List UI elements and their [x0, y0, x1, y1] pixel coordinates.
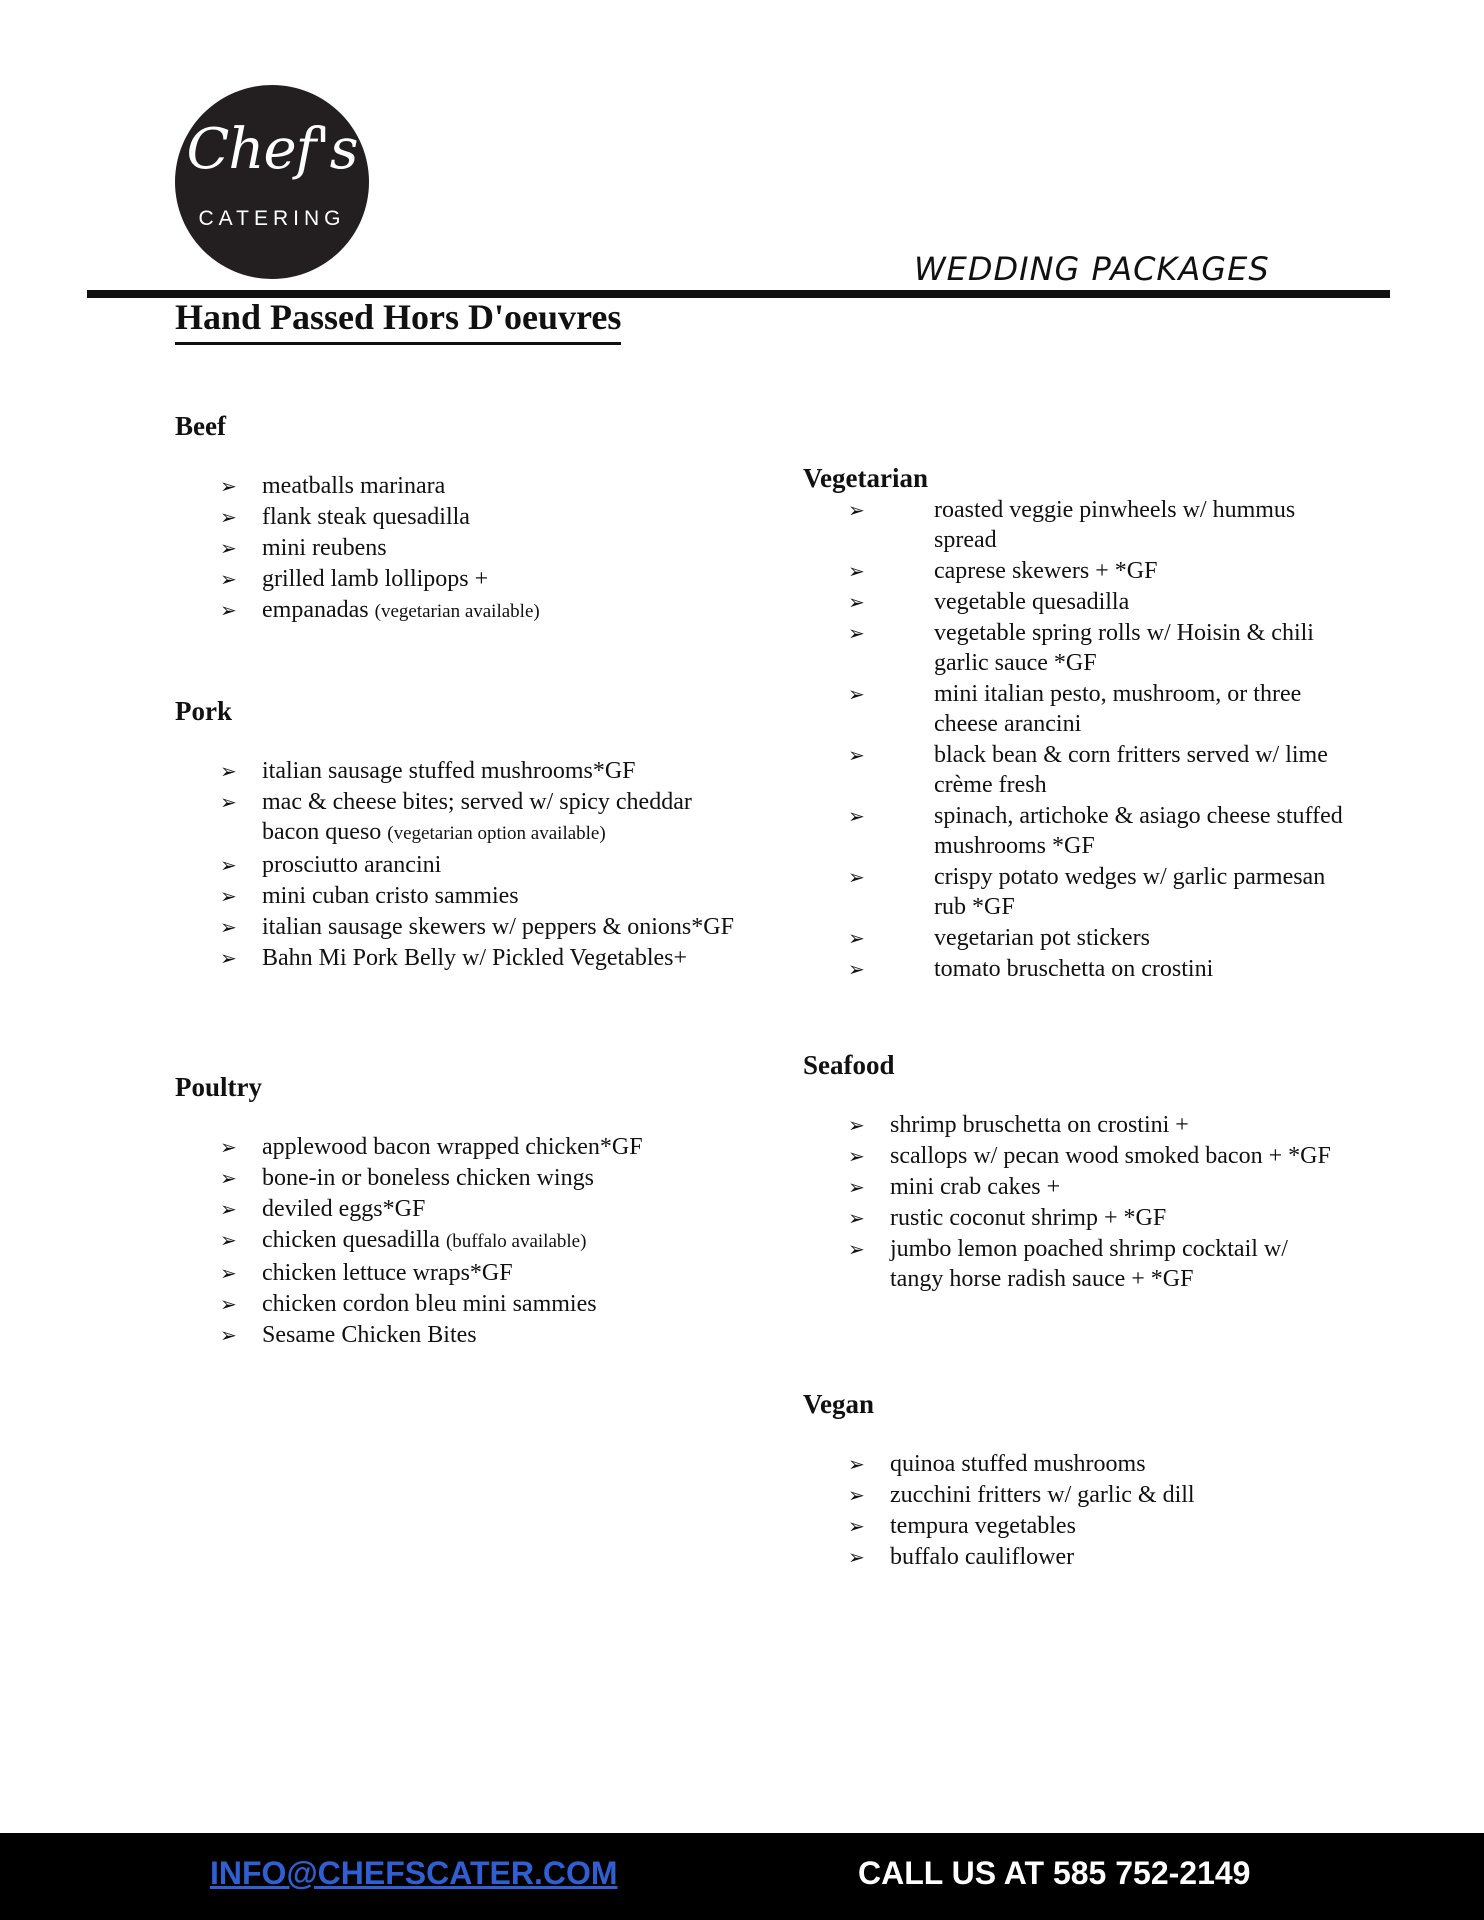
arrow-bullet-icon: ➢	[848, 804, 865, 828]
item-text: quinoa stuffed mushrooms	[890, 1451, 1146, 1477]
item-text: bone-in or boneless chicken wings	[262, 1165, 594, 1191]
arrow-bullet-icon: ➢	[848, 743, 865, 767]
arrow-bullet-icon: ➢	[220, 474, 237, 498]
list-item	[220, 943, 755, 973]
item-text: buffalo cauliflower	[890, 1544, 1075, 1570]
section-pork	[175, 694, 755, 974]
list-item	[220, 912, 755, 942]
section-seafood	[803, 1048, 1343, 1295]
item-text: mini reubens	[262, 535, 387, 561]
section-title: Poultry	[175, 1072, 262, 1102]
item-text: mini cuban cristo sammies	[262, 883, 519, 909]
chefs-catering-logo	[175, 85, 369, 279]
item-text: rustic coconut shrimp + *GF	[890, 1205, 1167, 1231]
list-item	[220, 1132, 755, 1162]
item-text: tempura vegetables	[890, 1513, 1076, 1539]
item-text: tomato bruschetta on crostini	[934, 956, 1214, 982]
item-text: prosciutto arancini	[262, 852, 442, 878]
item-text: chicken lettuce wraps*GF	[262, 1260, 513, 1286]
arrow-bullet-icon: ➢	[220, 1228, 237, 1252]
item-list	[803, 1110, 1343, 1294]
item-text: mini crab cakes +	[890, 1174, 1061, 1200]
item-text: grilled lamb lollipops +	[262, 566, 489, 592]
email-link[interactable]: INFO@CHEFSCATER.COM	[210, 1855, 618, 1891]
list-item	[220, 787, 755, 849]
list-item	[848, 587, 1343, 617]
item-text: jumbo lemon poached shrimp cocktail w/ tangy horse radish sauce + *GF	[890, 1236, 1288, 1292]
section-poultry	[175, 1070, 755, 1351]
item-text: vegetable quesadilla	[934, 589, 1130, 615]
item-list	[175, 1132, 755, 1350]
list-item	[220, 756, 755, 786]
list-item	[848, 1449, 1343, 1479]
item-note: (vegetarian available)	[374, 601, 540, 622]
arrow-bullet-icon: ➢	[220, 567, 237, 591]
list-item	[220, 502, 755, 532]
item-text: vegetable spring rolls w/ Hoisin & chili garlic sauce *GF	[934, 620, 1314, 676]
list-item	[848, 1480, 1343, 1510]
item-text: chicken quesadilla	[262, 1227, 446, 1253]
list-item	[220, 1225, 755, 1257]
list-item	[848, 954, 1343, 984]
item-text: Sesame Chicken Bites	[262, 1322, 477, 1348]
item-text: vegetarian pot stickers	[934, 925, 1150, 951]
section-title: Seafood	[803, 1050, 895, 1080]
arrow-bullet-icon: ➢	[220, 790, 237, 814]
arrow-bullet-icon: ➢	[848, 621, 865, 645]
item-text: black bean & corn fritters served w/ lime crème fresh	[934, 742, 1328, 798]
arrow-bullet-icon: ➢	[848, 1144, 865, 1168]
arrow-bullet-icon: ➢	[848, 590, 865, 614]
arrow-bullet-icon: ➢	[220, 1135, 237, 1159]
section-title: Pork	[175, 696, 232, 726]
arrow-bullet-icon: ➢	[848, 1452, 865, 1476]
list-item	[848, 740, 1343, 800]
list-item	[220, 471, 755, 501]
arrow-bullet-icon: ➢	[220, 1166, 237, 1190]
arrow-bullet-icon: ➢	[220, 884, 237, 908]
arrow-bullet-icon: ➢	[848, 957, 865, 981]
item-text: caprese skewers + *GF	[934, 558, 1158, 584]
footer-bar	[0, 1833, 1484, 1920]
arrow-bullet-icon: ➢	[848, 926, 865, 950]
arrow-bullet-icon: ➢	[220, 536, 237, 560]
section-title: Vegetarian	[803, 463, 928, 493]
item-text: Bahn Mi Pork Belly w/ Pickled Vegetables+	[262, 945, 688, 971]
section-vegetarian	[803, 461, 1343, 985]
list-item	[848, 1141, 1343, 1171]
item-text: mini italian pesto, mushroom, or three cheese arancini	[934, 681, 1302, 737]
item-text: roasted veggie pinwheels w/ hummus spread	[934, 497, 1296, 553]
arrow-bullet-icon: ➢	[220, 505, 237, 529]
list-item	[220, 595, 755, 627]
section-beef	[175, 409, 755, 628]
item-text: mac & cheese bites; served w/ spicy cheddar bacon queso	[262, 789, 692, 845]
item-text: flank steak quesadilla	[262, 504, 470, 530]
arrow-bullet-icon: ➢	[848, 1483, 865, 1507]
arrow-bullet-icon: ➢	[220, 1197, 237, 1221]
arrow-bullet-icon: ➢	[848, 498, 865, 522]
list-item	[220, 881, 755, 911]
arrow-bullet-icon: ➢	[848, 1175, 865, 1199]
phone-text: CALL US AT 585 752-2149	[858, 1855, 1251, 1891]
item-text: italian sausage stuffed mushrooms*GF	[262, 758, 636, 784]
list-item	[220, 1194, 755, 1224]
arrow-bullet-icon: ➢	[220, 915, 237, 939]
item-note: (buffalo available)	[445, 1231, 587, 1252]
list-item	[848, 495, 1343, 555]
arrow-bullet-icon: ➢	[220, 1261, 237, 1285]
item-text: zucchini fritters w/ garlic & dill	[890, 1482, 1195, 1508]
list-item	[848, 556, 1343, 586]
list-item	[220, 533, 755, 563]
wedding-packages-title: WEDDING PACKAGES	[914, 250, 1270, 288]
list-item	[848, 679, 1343, 739]
arrow-bullet-icon: ➢	[848, 1514, 865, 1538]
arrow-bullet-icon: ➢	[220, 759, 237, 783]
list-item	[220, 1163, 755, 1193]
item-text: chicken cordon bleu mini sammies	[262, 1291, 597, 1317]
list-item	[848, 1110, 1343, 1140]
section-title: Vegan	[803, 1389, 875, 1419]
logo-script-text: Chef's	[186, 117, 358, 182]
list-item	[848, 1234, 1343, 1294]
item-list	[175, 471, 755, 627]
arrow-bullet-icon: ➢	[848, 1545, 865, 1569]
arrow-bullet-icon: ➢	[848, 559, 865, 583]
item-list	[803, 495, 1343, 984]
list-item	[848, 862, 1343, 922]
list-item	[848, 1511, 1343, 1541]
item-list	[175, 756, 755, 973]
arrow-bullet-icon: ➢	[220, 1323, 237, 1347]
arrow-bullet-icon: ➢	[848, 682, 865, 706]
page-title: Hand Passed Hors D'oeuvres	[175, 296, 621, 345]
arrow-bullet-icon: ➢	[848, 1206, 865, 1230]
list-item	[220, 1320, 755, 1350]
list-item	[220, 1289, 755, 1319]
arrow-bullet-icon: ➢	[220, 1292, 237, 1316]
item-note: (vegetarian option available)	[387, 823, 606, 844]
arrow-bullet-icon: ➢	[848, 1237, 865, 1261]
item-list	[803, 1449, 1343, 1572]
item-text: deviled eggs*GF	[262, 1196, 426, 1222]
item-text: applewood bacon wrapped chicken*GF	[262, 1134, 643, 1160]
item-text: empanadas	[262, 597, 375, 623]
list-item	[848, 1203, 1343, 1233]
list-item	[848, 1172, 1343, 1202]
item-text: spinach, artichoke & asiago cheese stuffed mushrooms *GF	[934, 803, 1343, 859]
arrow-bullet-icon: ➢	[220, 598, 237, 622]
arrow-bullet-icon: ➢	[848, 1113, 865, 1137]
item-text: meatballs marinara	[262, 473, 446, 499]
arrow-bullet-icon: ➢	[220, 946, 237, 970]
list-item	[220, 564, 755, 594]
list-item	[848, 1542, 1343, 1572]
section-vegan	[803, 1387, 1343, 1573]
item-text: italian sausage skewers w/ peppers & onions*GF	[262, 914, 734, 940]
list-item	[220, 850, 755, 880]
list-item	[848, 801, 1343, 861]
list-item	[848, 923, 1343, 953]
arrow-bullet-icon: ➢	[848, 865, 865, 889]
section-title: Beef	[175, 411, 226, 441]
item-text: scallops w/ pecan wood smoked bacon + *GF	[890, 1143, 1331, 1169]
list-item	[848, 618, 1343, 678]
item-text: shrimp bruschetta on crostini +	[890, 1112, 1189, 1138]
logo-sub-text: CATERING	[198, 207, 346, 230]
item-text: crispy potato wedges w/ garlic parmesan rub *GF	[934, 864, 1326, 920]
arrow-bullet-icon: ➢	[220, 853, 237, 877]
list-item	[220, 1258, 755, 1288]
